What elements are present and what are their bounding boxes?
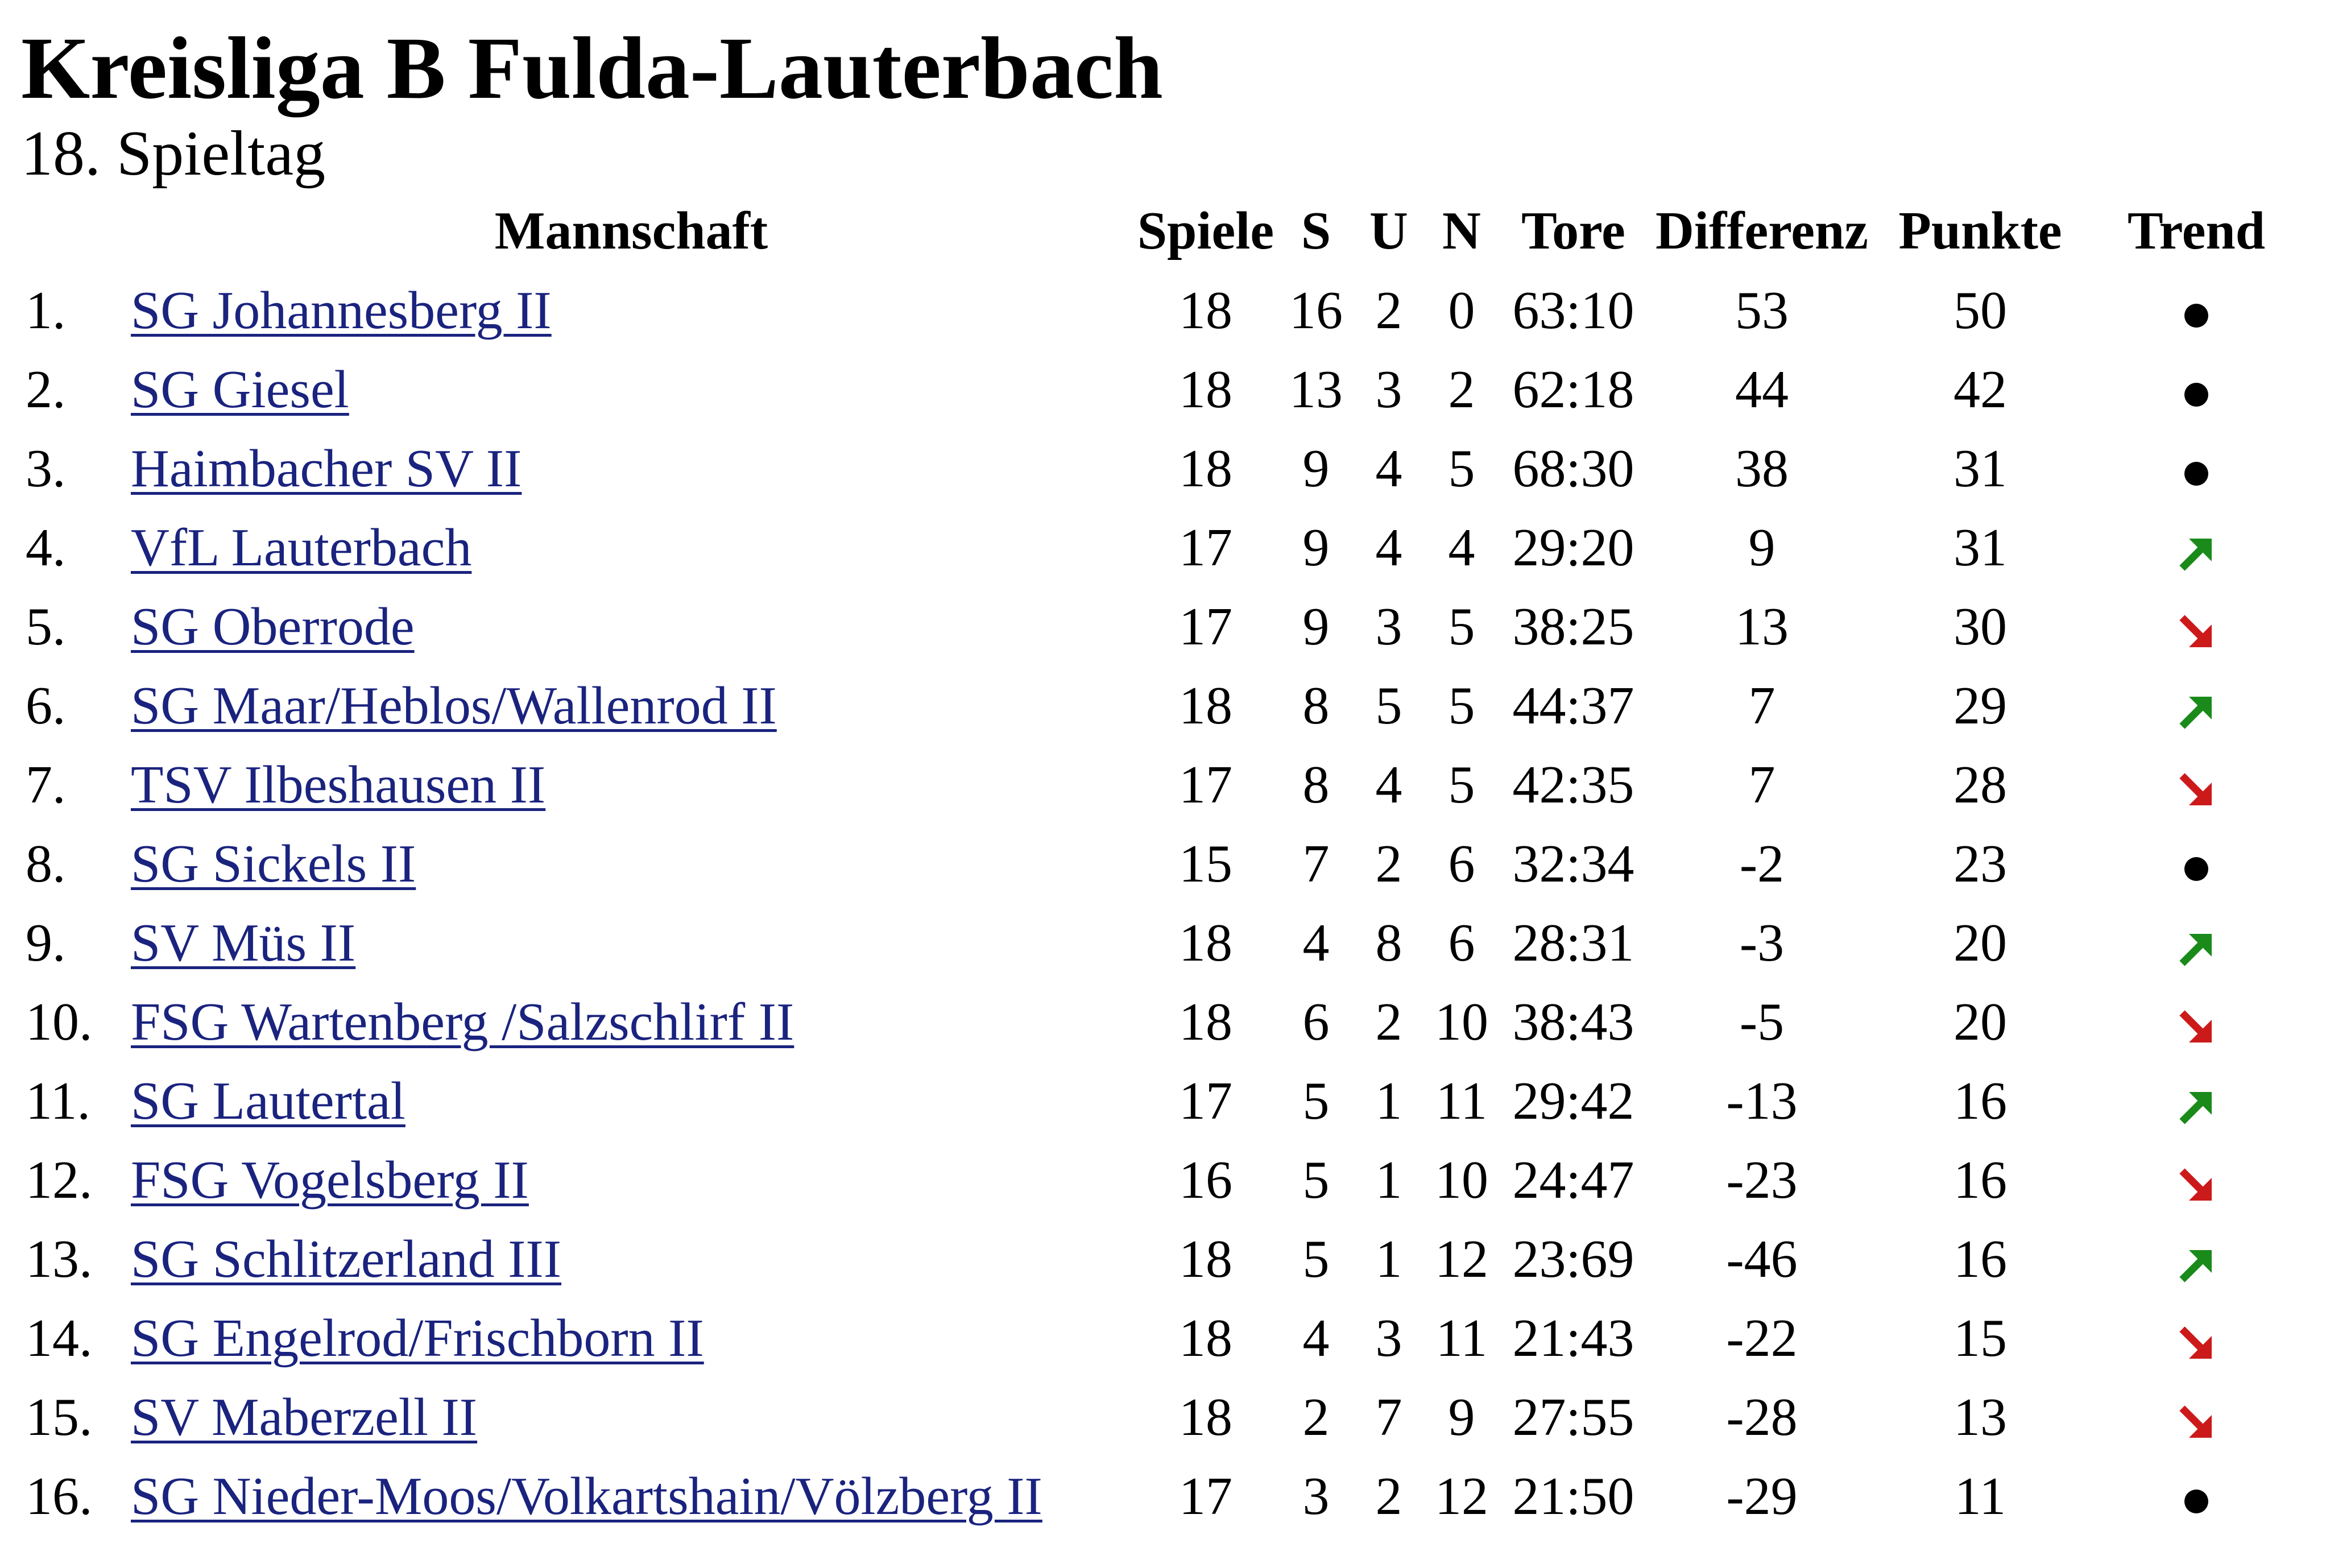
red-arrow-down-icon [2176,1007,2216,1047]
cell-losses: 2 [1448,359,1475,419]
cell-rank: 11. [26,1071,91,1131]
red-arrow-down-icon [2176,1165,2216,1205]
table-row [21,1298,2307,1377]
cell-diff: -2 [1739,834,1785,893]
cell-draws: 4 [1375,438,1402,498]
cell-losses: 11 [1435,1308,1488,1368]
cell-points: 20 [1953,992,2007,1052]
red-arrow-down-icon [2176,1402,2216,1442]
team-link[interactable]: SG Sickels II [131,834,416,893]
cell-rank: 3. [26,438,66,498]
cell-trend [2085,271,2307,350]
team-link[interactable]: SG Schlitzerland III [131,1229,562,1289]
black-dot-icon [2176,1482,2216,1521]
cell-team [131,429,1132,508]
cell-games: 18 [1179,913,1232,973]
table-row [21,508,2307,587]
cell-points: 15 [1953,1308,2007,1368]
cell-goals: 68:30 [1512,438,1634,498]
cell-trend [2085,824,2307,903]
cell-trend [2085,666,2307,745]
black-dot-icon [2176,296,2216,336]
cell-wins: 5 [1302,1071,1330,1131]
cell-games: 17 [1179,597,1232,656]
cell-losses: 6 [1448,834,1475,893]
cell-team [131,824,1132,903]
cell-losses: 11 [1435,1071,1488,1131]
cell-rank: 10. [26,992,93,1052]
cell-wins: 13 [1289,359,1343,419]
cell-goals: 21:43 [1512,1308,1634,1368]
team-link[interactable]: SG Maar/Heblos/Wallenrod II [131,676,777,735]
cell-wins: 4 [1302,1308,1330,1368]
team-link[interactable]: SG Oberrode [131,597,415,656]
cell-goals: 42:35 [1512,755,1634,814]
table-row [21,429,2307,508]
cell-games: 17 [1179,1071,1232,1131]
team-link[interactable]: SG Lautertal [131,1071,405,1131]
cell-points: 50 [1953,280,2007,340]
cell-wins: 5 [1302,1150,1330,1210]
table-row [21,350,2307,429]
cell-wins: 9 [1302,518,1330,577]
cell-games: 16 [1179,1150,1232,1210]
green-arrow-up-icon [2176,533,2216,573]
cell-rank: 12. [26,1150,93,1210]
cell-trend [2085,350,2307,429]
cell-games: 17 [1179,518,1232,577]
cell-trend [2085,1377,2307,1457]
cell-goals: 32:34 [1512,834,1634,893]
cell-draws: 7 [1375,1387,1402,1447]
cell-goals: 38:43 [1512,992,1634,1052]
cell-wins: 8 [1302,676,1330,735]
red-arrow-down-icon [2176,770,2216,810]
cell-team [131,1377,1132,1457]
header-points: Punkte [1898,201,2062,260]
cell-losses: 5 [1448,597,1475,656]
team-link[interactable]: FSG Wartenberg /Salzschlirf II [131,992,794,1052]
table-row [21,824,2307,903]
cell-rank: 1. [26,280,66,340]
cell-points: 23 [1953,834,2007,893]
cell-points: 16 [1953,1071,2007,1131]
cell-draws: 3 [1375,597,1402,656]
cell-diff: -5 [1739,992,1785,1052]
cell-diff: -23 [1726,1150,1798,1210]
cell-games: 17 [1179,755,1232,814]
standings-body [21,271,2307,1536]
cell-team [131,982,1132,1061]
cell-draws: 2 [1375,992,1402,1052]
cell-team [131,903,1132,982]
cell-rank: 14. [26,1308,93,1368]
cell-points: 16 [1953,1150,2007,1210]
cell-points: 16 [1953,1229,2007,1289]
cell-wins: 16 [1289,280,1343,340]
cell-draws: 2 [1375,1466,1402,1526]
cell-points: 20 [1953,913,2007,973]
cell-team [131,350,1132,429]
cell-diff: 7 [1748,755,1775,814]
cell-draws: 4 [1375,755,1402,814]
cell-team [131,745,1132,824]
cell-team [131,1298,1132,1377]
team-link[interactable]: SV Maberzell II [131,1387,478,1447]
cell-losses: 5 [1448,438,1475,498]
standings-table [21,191,2307,1536]
cell-trend [2085,587,2307,666]
cell-trend [2085,1061,2307,1140]
cell-goals: 27:55 [1512,1387,1634,1447]
cell-wins: 9 [1302,597,1330,656]
cell-rank: 4. [26,518,66,577]
cell-team [131,1457,1132,1536]
cell-diff: -28 [1726,1387,1798,1447]
cell-goals: 62:18 [1512,359,1634,419]
black-dot-icon [2176,454,2216,494]
table-row [21,587,2307,666]
cell-trend [2085,1140,2307,1219]
team-link[interactable]: TSV Ilbeshausen II [131,755,546,814]
cell-losses: 6 [1448,913,1475,973]
cell-diff: 38 [1735,438,1789,498]
cell-wins: 9 [1302,438,1330,498]
cell-goals: 23:69 [1512,1229,1634,1289]
team-link[interactable]: SV Müs II [131,913,356,973]
cell-losses: 12 [1435,1229,1488,1289]
page-subtitle: 18. Spieltag [21,118,326,189]
cell-points: 11 [1954,1466,2006,1526]
cell-diff: 44 [1735,359,1789,419]
cell-losses: 10 [1435,1150,1488,1210]
cell-goals: 29:20 [1512,518,1634,577]
cell-diff: 7 [1748,676,1775,735]
cell-rank: 8. [26,834,66,893]
table-row [21,1377,2307,1457]
cell-team [131,666,1132,745]
cell-points: 28 [1953,755,2007,814]
header-goals: Tore [1521,201,1625,260]
cell-points: 13 [1953,1387,2007,1447]
cell-diff: -13 [1726,1071,1798,1131]
table-row [21,1140,2307,1219]
cell-games: 18 [1179,1308,1232,1368]
header-wins: S [1301,201,1331,260]
cell-games: 18 [1179,280,1232,340]
cell-points: 42 [1953,359,2007,419]
team-link[interactable]: SG Nieder-Moos/Volkartshain/Völzberg II [131,1466,1042,1526]
cell-team [131,587,1132,666]
team-link[interactable]: FSG Vogelsberg II [131,1150,529,1210]
cell-team [131,1140,1132,1219]
cell-diff: -22 [1726,1308,1798,1368]
table-row [21,982,2307,1061]
cell-rank: 9. [26,913,66,973]
cell-trend [2085,1457,2307,1536]
table-row [21,271,2307,350]
team-link[interactable]: Haimbacher SV II [131,438,522,498]
cell-wins: 6 [1302,992,1330,1052]
cell-trend [2085,745,2307,824]
page [21,17,2307,1536]
cell-diff: 9 [1748,518,1775,577]
cell-games: 18 [1179,1229,1232,1289]
cell-draws: 2 [1375,834,1402,893]
cell-points: 31 [1953,438,2007,498]
cell-draws: 2 [1375,280,1402,340]
cell-games: 18 [1179,1387,1232,1447]
cell-losses: 12 [1435,1466,1488,1526]
cell-trend [2085,508,2307,587]
table-header-row [21,191,2307,271]
table-row [21,1457,2307,1536]
cell-draws: 1 [1375,1071,1402,1131]
cell-goals: 38:25 [1512,597,1634,656]
cell-wins: 8 [1302,755,1330,814]
header-trend: Trend [2127,201,2266,260]
header-games: Spiele [1137,201,1274,260]
cell-losses: 5 [1448,755,1475,814]
page-title: Kreisliga B Fulda-Lauterbach [21,19,1163,117]
cell-diff: 53 [1735,280,1789,340]
cell-wins: 3 [1302,1466,1330,1526]
green-arrow-up-icon [2176,928,2216,968]
table-row [21,1061,2307,1140]
table-row [21,1219,2307,1298]
cell-games: 15 [1179,834,1232,893]
green-arrow-up-icon [2176,1244,2216,1284]
header-draws: U [1369,201,1408,260]
green-arrow-up-icon [2176,1086,2216,1126]
table-row [21,903,2307,982]
cell-wins: 7 [1302,834,1330,893]
cell-team [131,508,1132,587]
cell-goals: 29:42 [1512,1071,1634,1131]
cell-goals: 44:37 [1512,676,1634,735]
table-row [21,666,2307,745]
cell-games: 18 [1179,359,1232,419]
cell-diff: 13 [1735,597,1789,656]
cell-goals: 63:10 [1512,280,1634,340]
cell-diff: -3 [1739,913,1785,973]
cell-trend [2085,1298,2307,1377]
team-link[interactable]: SG Engelrod/Frischborn II [131,1308,704,1368]
cell-goals: 24:47 [1512,1150,1634,1210]
cell-losses: 10 [1435,992,1488,1052]
cell-trend [2085,1219,2307,1298]
cell-draws: 5 [1375,676,1402,735]
cell-games: 18 [1179,992,1232,1052]
team-link[interactable]: SG Johannesberg II [131,280,552,340]
cell-goals: 28:31 [1512,913,1634,973]
header-diff: Differenz [1655,201,1869,260]
red-arrow-down-icon [2176,612,2216,652]
header-team: Mannschaft [494,201,768,260]
black-dot-icon [2176,375,2216,415]
cell-points: 29 [1953,676,2007,735]
cell-rank: 5. [26,597,66,656]
cell-goals: 21:50 [1512,1466,1634,1526]
cell-draws: 8 [1375,913,1402,973]
cell-wins: 2 [1302,1387,1330,1447]
cell-team [131,271,1132,350]
black-dot-icon [2176,849,2216,889]
cell-rank: 13. [26,1229,93,1289]
header-rank [21,191,131,271]
cell-draws: 3 [1375,1308,1402,1368]
cell-games: 18 [1179,676,1232,735]
red-arrow-down-icon [2176,1323,2216,1363]
cell-trend [2085,982,2307,1061]
header-losses: N [1442,201,1481,260]
cell-rank: 15. [26,1387,93,1447]
cell-draws: 1 [1375,1229,1402,1289]
cell-rank: 16. [26,1466,93,1526]
cell-points: 31 [1953,518,2007,577]
cell-losses: 9 [1448,1387,1475,1447]
table-row [21,745,2307,824]
cell-losses: 5 [1448,676,1475,735]
cell-draws: 4 [1375,518,1402,577]
cell-diff: -46 [1726,1229,1798,1289]
team-link[interactable]: VfL Lauterbach [131,518,472,577]
cell-wins: 4 [1302,913,1330,973]
cell-points: 30 [1953,597,2007,656]
cell-rank: 7. [26,755,66,814]
cell-games: 18 [1179,438,1232,498]
cell-trend [2085,429,2307,508]
cell-rank: 6. [26,676,66,735]
cell-wins: 5 [1302,1229,1330,1289]
cell-draws: 3 [1375,359,1402,419]
team-link[interactable]: SG Giesel [131,359,349,419]
cell-trend [2085,903,2307,982]
cell-draws: 1 [1375,1150,1402,1210]
cell-losses: 0 [1448,280,1475,340]
cell-rank: 2. [26,359,66,419]
cell-team [131,1061,1132,1140]
green-arrow-up-icon [2176,691,2216,731]
cell-losses: 4 [1448,518,1475,577]
cell-games: 17 [1179,1466,1232,1526]
cell-diff: -29 [1726,1466,1798,1526]
cell-team [131,1219,1132,1298]
